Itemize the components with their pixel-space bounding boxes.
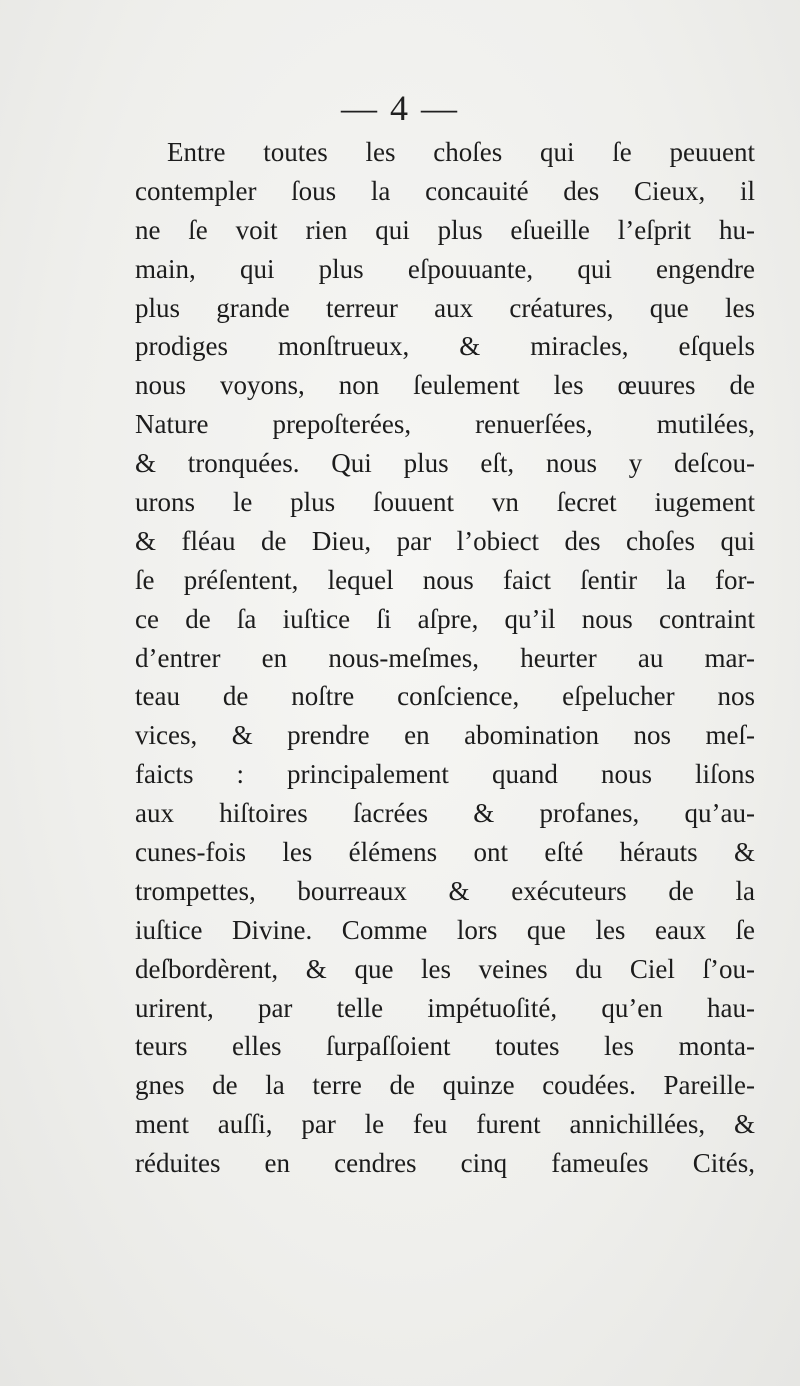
text-line: main, qui plus eſpouuante, qui engendre <box>135 253 755 284</box>
text-line: trompettes, bourreaux & exécuteurs de la <box>135 875 755 906</box>
text-line: contempler ſous la concauité des Cieux, il <box>135 175 755 206</box>
text-line: nous voyons, non ſeulement les œuures de <box>135 370 755 401</box>
text-line: aux hiſtoires ſacrées & profanes, qu’au- <box>135 798 755 829</box>
text-line: teau de noſtre conſcience, eſpelucher nos <box>135 681 755 712</box>
text-line: Nature prepoſterées, renuerſées, mutilées, <box>135 409 755 440</box>
text-line: deſbordèrent, & que les veines du Ciel ſ’ou- <box>135 953 755 984</box>
text-line: urons le plus ſouuent vn ſecret iugement <box>135 487 755 518</box>
text-line: ne ſe voit rien qui plus eſueille l’eſprit hu- <box>135 214 755 245</box>
text-line: prodiges monſtrueux, & miracles, eſquels <box>135 331 755 362</box>
text-line: réduites en cendres cinq fameuſes Cités, <box>135 1148 755 1179</box>
text-line: plus grande terreur aux créatures, que les <box>135 292 755 323</box>
text-line: ce de ſa iuſtice ſi aſpre, qu’il nous contraint <box>135 603 755 634</box>
text-line: vices, & prendre en abomination nos meſ- <box>135 720 755 751</box>
page-number: — 4 — <box>341 88 459 128</box>
text-line: teurs elles ſurpaſſoient toutes les monta- <box>135 1031 755 1062</box>
text-line: d’entrer en nous-meſmes, heurter au mar- <box>135 642 755 673</box>
text-line: gnes de la terre de quinze coudées. Pareille- <box>135 1070 755 1101</box>
text-line: & fléau de Dieu, par l’obiect des choſes qui <box>135 525 755 556</box>
text-line: cunes-fois les élémens ont eſté hérauts & <box>135 837 755 868</box>
body-text <box>135 133 755 1183</box>
text-line: Entre toutes les choſes qui ſe peuuent <box>167 137 755 167</box>
text-line: urirent, par telle impétuoſité, qu’en hau- <box>135 992 755 1023</box>
text-line: ſe préſentent, lequel nous faict ſentir la for- <box>135 564 755 595</box>
text-line: faicts : principalement quand nous liſons <box>135 759 755 790</box>
text-line: iuſtice Divine. Comme lors que les eaux ſe <box>135 914 755 945</box>
text-line: ment auſſi, par le feu furent annichillées, & <box>135 1109 755 1140</box>
text-line: & tronquées. Qui plus eſt, nous y deſcou- <box>135 448 755 479</box>
